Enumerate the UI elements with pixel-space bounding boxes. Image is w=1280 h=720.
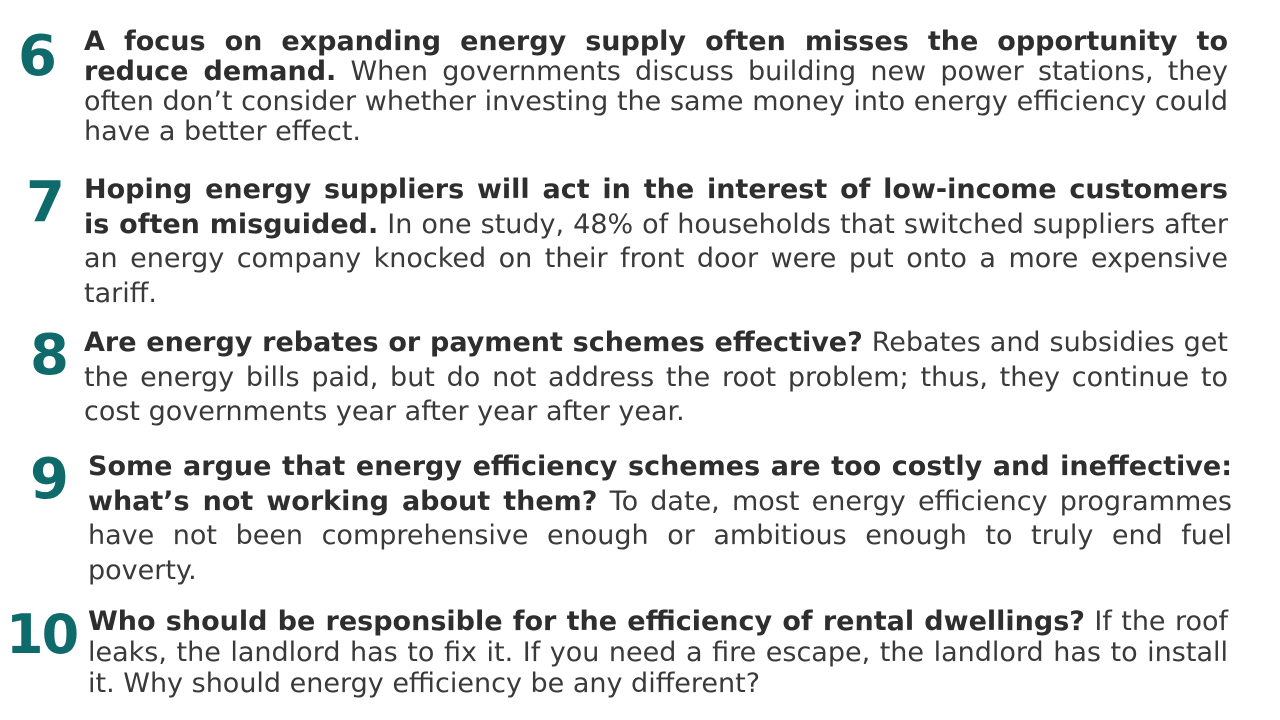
item-number: 10 bbox=[6, 603, 78, 666]
item-text bbox=[84, 326, 1228, 430]
item-body: If the roof leaks, the landlord has to fix it. If you need a fire escape, the landlord has to install it. Why should energy efficiency be any different? bbox=[88, 606, 1228, 699]
item-text bbox=[84, 173, 1228, 311]
item-body: To date, most energy efficiency programmes have not been comprehensive enough or ambitious enough to truly end fuel poverty. bbox=[88, 485, 1232, 586]
item-text bbox=[88, 606, 1228, 699]
item-text bbox=[84, 27, 1228, 147]
item-lead: Who should be responsible for the efficiency of rental dwellings? bbox=[88, 606, 1085, 637]
item-number: 8 bbox=[30, 323, 67, 388]
item-body: Rebates and subsidies get the energy bills paid, but do not address the root problem; thus, they continue to cost governments year after year after year. bbox=[84, 327, 1229, 427]
item-number: 6 bbox=[18, 24, 55, 89]
item-body: When governments discuss building new power stations, they often don’t consider whether investing the same money into energy efficiency could have a better effect. bbox=[84, 56, 1228, 147]
item-lead: A focus on expanding energy supply often misses the opportunity to reduce demand. bbox=[84, 26, 1228, 87]
item-number: 9 bbox=[30, 447, 67, 512]
item-lead: Hoping energy suppliers will act in the interest of low-income customers is often misguided. bbox=[84, 174, 1228, 240]
item-text bbox=[88, 450, 1232, 588]
item-number: 7 bbox=[26, 170, 63, 235]
item-lead: Some argue that energy efficiency schemes are too costly and ineffective: what’s not working about them? bbox=[88, 451, 1232, 517]
item-body: In one study, 48% of households that switched suppliers after an energy company knocked on their front door were put onto a more expensive tariff. bbox=[84, 208, 1228, 309]
item-lead: Are energy rebates or payment schemes effective? bbox=[84, 327, 863, 358]
